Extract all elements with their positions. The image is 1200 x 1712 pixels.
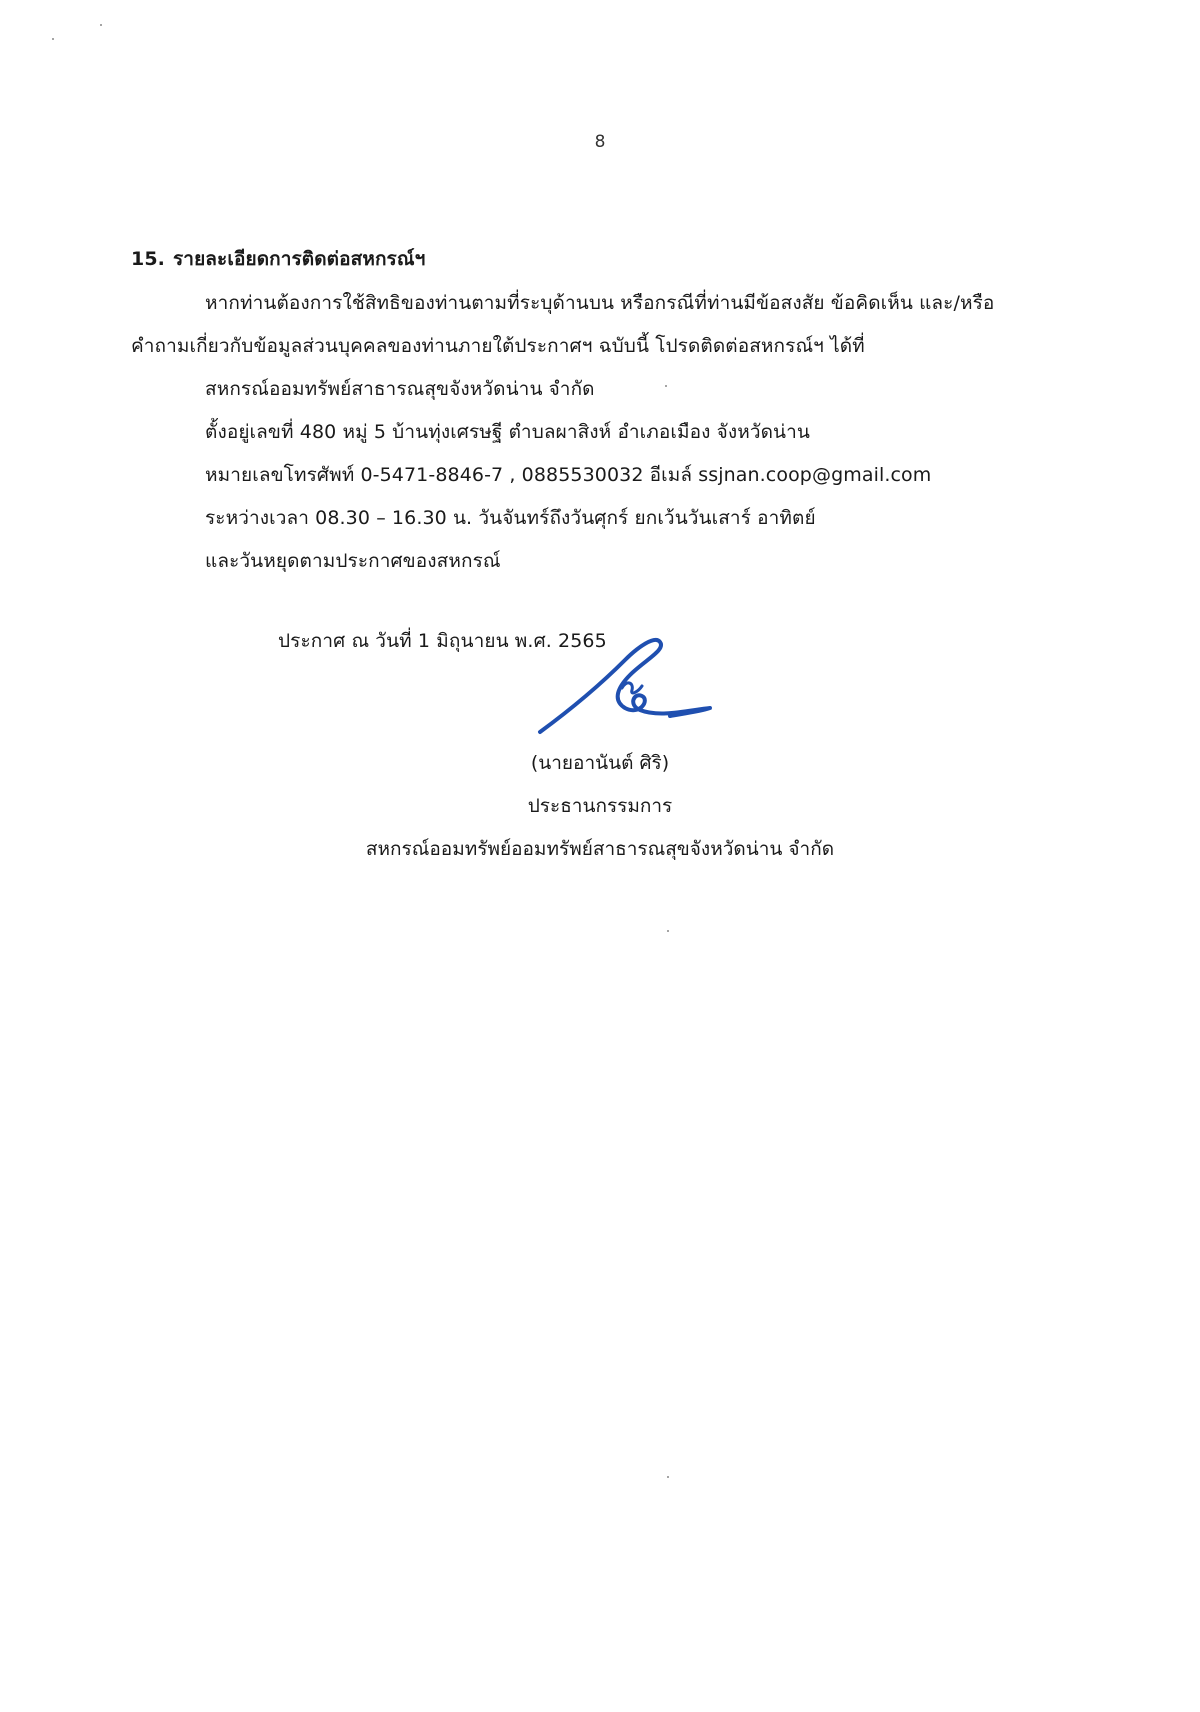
scan-speck [667, 1476, 669, 1478]
contact-holidays: และวันหยุดตามประกาศของสหกรณ์ [205, 550, 501, 572]
signatory-organization: สหกรณ์ออมทรัพย์ออมทรัพย์สาธารณสุขจังหวัดน่าน จำกัด [365, 838, 835, 860]
contact-name: สหกรณ์ออมทรัพย์สาธารณสุขจังหวัดน่าน จำกัด [205, 378, 595, 400]
signature-image [530, 630, 720, 740]
scan-speck [52, 38, 54, 40]
section-heading [131, 246, 425, 272]
page-number: 8 [594, 132, 606, 152]
section-title: รายละเอียดการติดต่อสหกรณ์ฯ [173, 248, 426, 270]
contact-phone-email: หมายเลขโทรศัพท์ 0-5471-8846-7 , 0885530032 อีเมล์ ssjnan.coop@gmail.com [205, 464, 932, 486]
scan-speck [100, 24, 102, 26]
signatory-name: (นายอานันต์ ศิริ) [530, 752, 670, 774]
announcement-date: ประกาศ ณ วันที่ 1 มิถุนายน พ.ศ. 2565 [278, 630, 607, 652]
contact-hours: ระหว่างเวลา 08.30 – 16.30 น. วันจันทร์ถึงวันศุกร์ ยกเว้นวันเสาร์ อาทิตย์ [205, 507, 816, 529]
paragraph-line-1: หากท่านต้องการใช้สิทธิของท่านตามที่ระบุด้านบน หรือกรณีที่ท่านมีข้อสงสัย ข้อคิดเห็น และ/หรือ [205, 292, 995, 314]
contact-address: ตั้งอยู่เลขที่ 480 หมู่ 5 บ้านทุ่งเศรษฐี ตำบลผาสิงห์ อำเภอเมือง จังหวัดน่าน [205, 421, 810, 443]
scan-speck [667, 930, 669, 932]
scan-speck [665, 385, 667, 387]
signatory-position: ประธานกรรมการ [527, 795, 673, 817]
section-number: 15. [131, 248, 165, 270]
paragraph-line-2: คำถามเกี่ยวกับข้อมูลส่วนบุคคลของท่านภายใต้ประกาศฯ ฉบับนี้ โปรดติดต่อสหกรณ์ฯ ได้ที่ [131, 335, 865, 357]
